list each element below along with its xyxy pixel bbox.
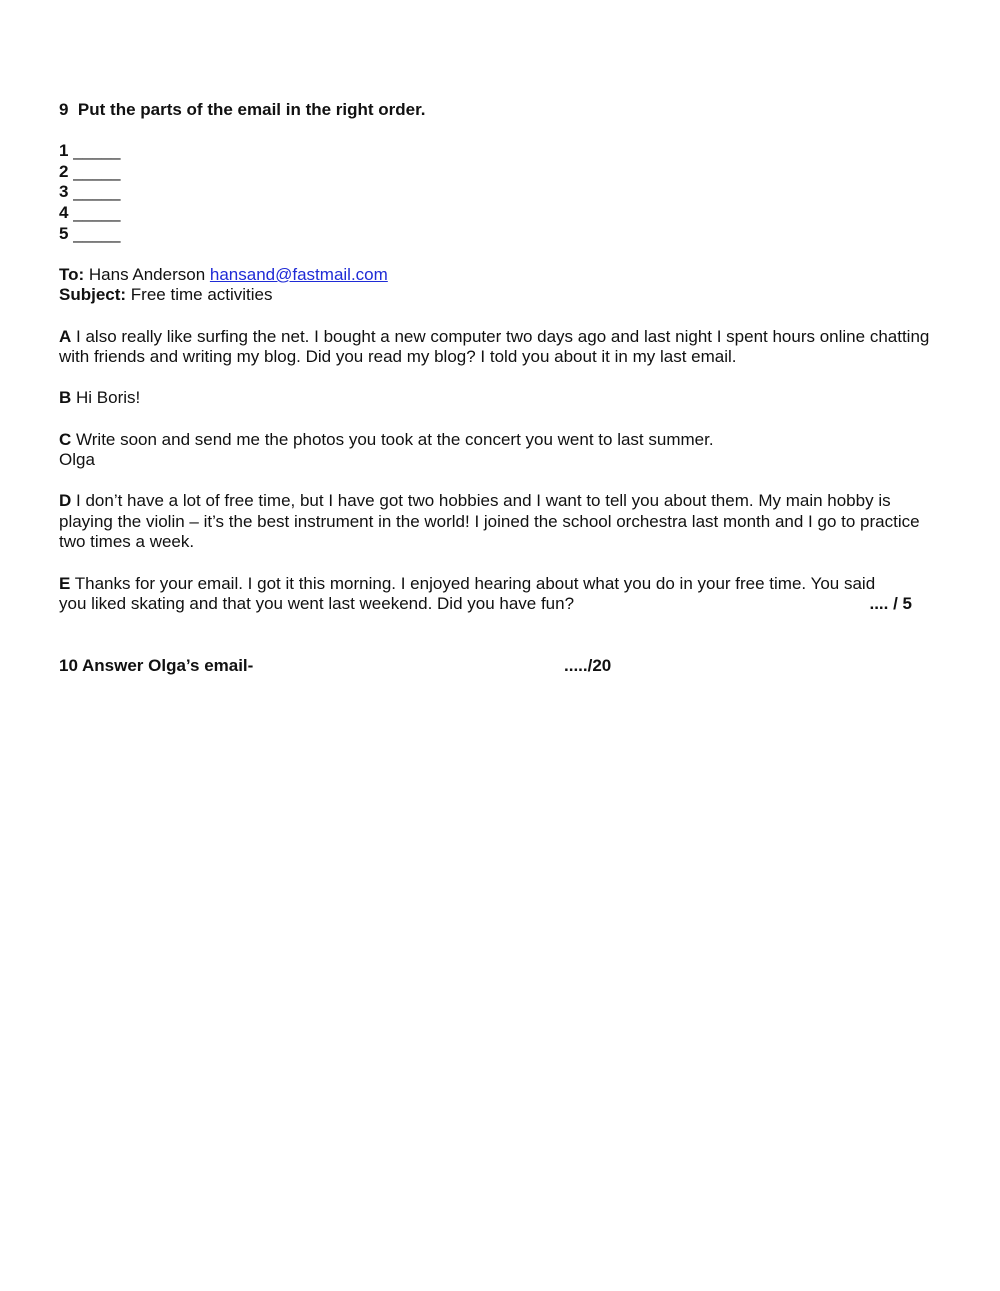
email-part-b (59, 388, 949, 409)
part-letter: B (59, 388, 72, 408)
question-instruction: Put the parts of the email in the right order. (77, 100, 426, 119)
signature: Olga (59, 450, 95, 470)
email-part-e (59, 574, 949, 615)
order-answer-list (59, 141, 949, 244)
email-to-line (59, 265, 949, 286)
question-9-title (59, 100, 949, 121)
to-label: To: (59, 264, 85, 284)
question-number: 9 (59, 100, 69, 119)
question-10-label: 10 Answer Olga’s email- (59, 655, 254, 675)
part-letter: E (59, 573, 71, 593)
part-text: Hi Boris! (76, 388, 141, 408)
email-part-c (59, 430, 949, 471)
order-slot-3[interactable]: 3 _____ (59, 182, 121, 202)
score-question-10: ...../20 (564, 655, 612, 675)
order-slot-5[interactable]: 5 _____ (59, 223, 121, 243)
part-text-line2: you liked skating and that you went last weekend. Did you have fun? (59, 594, 575, 614)
part-letter: A (59, 326, 72, 346)
part-text-line1: Thanks for your email. I got it this morning. I enjoyed hearing about what you do in your free time. You said (74, 573, 876, 593)
part-text: I also really like surfing the net. I bought a new computer two days ago and last night I spent hours online chatting with friends and writing my blog. Did you read my blog? I told you about it in my last email. (59, 326, 930, 367)
order-slot-2[interactable]: 2 _____ (59, 161, 121, 181)
to-name: Hans Anderson (88, 264, 206, 284)
subject-label: Subject: (59, 285, 127, 305)
to-email-link[interactable]: hansand@fastmail.com (209, 264, 388, 284)
part-letter: D (59, 491, 72, 511)
subject-text: Free time activities (130, 285, 273, 305)
part-text: Write soon and send me the photos you took at the concert you went to last summer. (76, 429, 714, 449)
score-question-9: .... / 5 (869, 594, 912, 614)
question-10 (59, 656, 949, 677)
order-slot-4[interactable]: 4 _____ (59, 202, 121, 222)
email-header (59, 265, 949, 306)
order-slot-1[interactable]: 1 _____ (59, 141, 121, 161)
part-letter: C (59, 429, 72, 449)
worksheet-page (59, 100, 949, 676)
part-text: I don’t have a lot of free time, but I have got two hobbies and I want to tell you about them. My main hobby is playing the violin – it’s the best instrument in the world! I joined the school orchestra last month and I go to practice two times a week. (59, 491, 920, 552)
email-part-a (59, 327, 949, 368)
email-part-d (59, 491, 949, 553)
email-subject-line (59, 285, 949, 306)
